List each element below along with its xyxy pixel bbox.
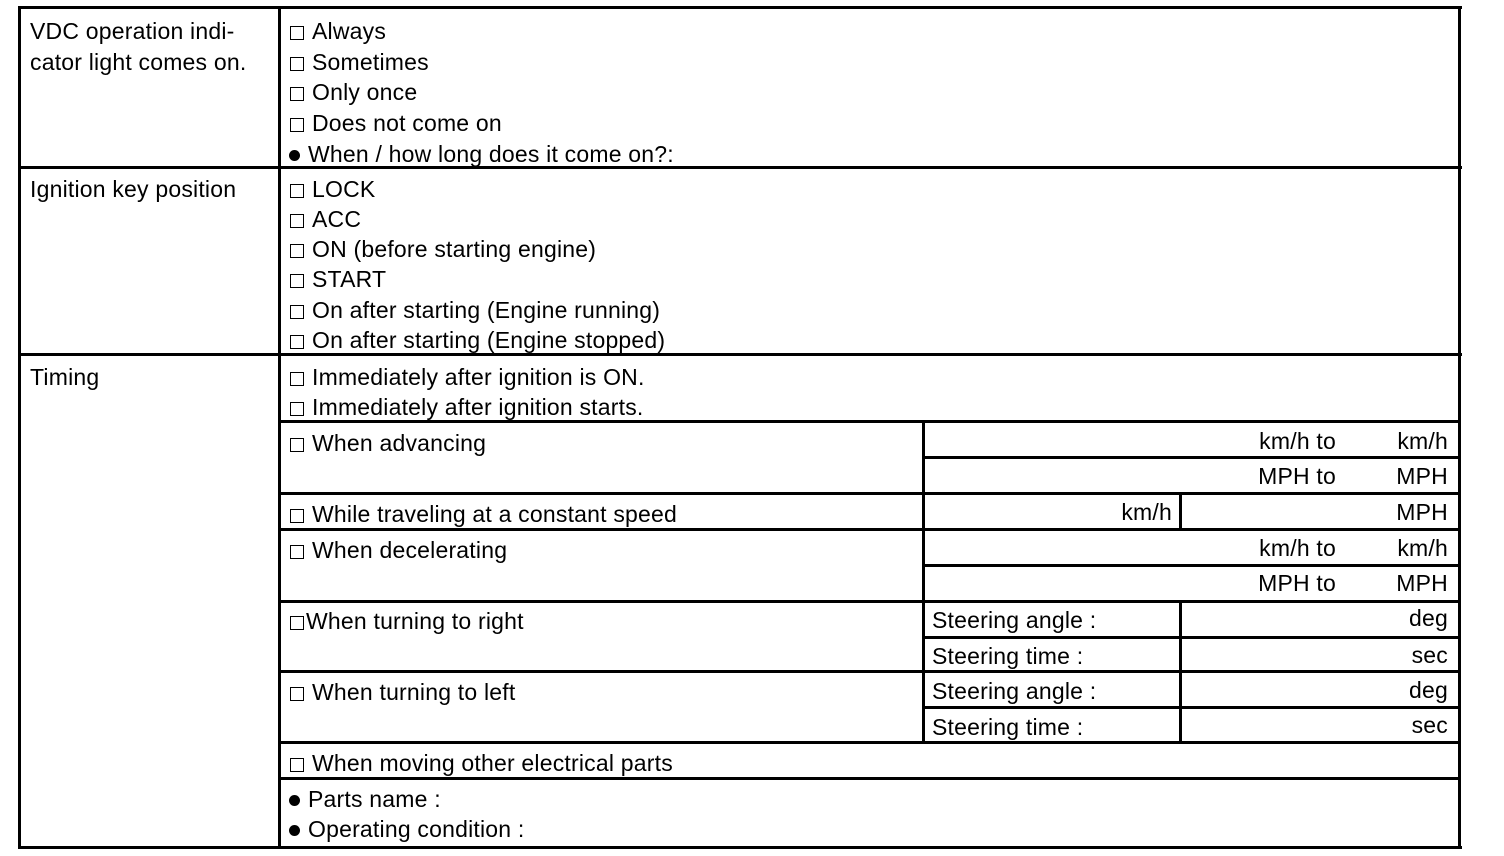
timing-option-electrical-parts[interactable] (290, 750, 673, 776)
operating-condition-label: Operating condition : (308, 816, 525, 842)
row-divider-advancing-mid (922, 456, 1460, 459)
vdc-light-label-line-1: VDC operation indi- (30, 18, 235, 44)
constant-mph-unit: MPH (1396, 499, 1448, 525)
option-label: When advancing (312, 430, 487, 456)
row-divider-decelerating-mid (922, 564, 1460, 567)
checkbox-icon[interactable] (290, 545, 304, 559)
checkbox-icon[interactable] (290, 402, 304, 416)
option-label: ACC (312, 206, 362, 232)
timing-option-constant-speed[interactable] (290, 501, 677, 527)
steering-divider (1179, 600, 1182, 743)
bullet-icon (289, 825, 300, 836)
decelerating-mph-to-unit: MPH to (1258, 570, 1336, 596)
checkbox-icon[interactable] (290, 687, 304, 701)
turn-right-time-label: Steering time : (932, 643, 1084, 669)
row-divider-parts (278, 777, 1460, 780)
row-divider-turn-right-mid (922, 636, 1460, 639)
option-label: Sometimes (312, 49, 429, 75)
checkbox-icon[interactable] (290, 305, 304, 319)
checkbox-icon[interactable] (290, 438, 304, 452)
vdc-duration-question (287, 141, 674, 167)
option-label: On after starting (Engine running) (312, 297, 661, 323)
vdc-option-sometimes[interactable] (290, 49, 429, 75)
turn-left-angle-label: Steering angle : (932, 678, 1097, 704)
section-divider-1 (18, 166, 1462, 169)
timing-option-turning-left[interactable] (290, 679, 515, 705)
timing-option-turning-right[interactable] (290, 608, 524, 634)
checkbox-icon[interactable] (290, 616, 304, 630)
checkbox-icon[interactable] (290, 372, 304, 386)
turn-left-time-unit: sec (1411, 712, 1448, 738)
vdc-option-only-once[interactable] (290, 79, 417, 105)
ignition-label: Ignition key position (30, 176, 237, 202)
decelerating-mph-unit: MPH (1396, 570, 1448, 596)
checkbox-icon[interactable] (290, 509, 304, 523)
turn-right-angle-unit: deg (1409, 605, 1448, 631)
border-right (1458, 6, 1461, 849)
option-label: On after starting (Engine stopped) (312, 327, 666, 353)
checkbox-icon[interactable] (290, 758, 304, 772)
timing-option-decelerating[interactable] (290, 537, 507, 563)
ignition-option-start[interactable] (290, 266, 386, 292)
checkbox-icon[interactable] (290, 244, 304, 258)
question-label: When / how long does it come on?: (308, 141, 674, 167)
parts-name-label: Parts name : (308, 786, 441, 812)
advancing-kmh-unit: km/h (1397, 428, 1448, 454)
section-divider-2 (18, 353, 1462, 356)
row-divider-turn-left-mid (922, 706, 1460, 709)
option-label: Immediately after ignition starts. (312, 394, 644, 420)
label-column-divider (278, 6, 281, 849)
ignition-option-engine-stopped[interactable] (290, 327, 665, 353)
option-label: Immediately after ignition is ON. (312, 364, 645, 390)
turn-right-angle-label: Steering angle : (932, 607, 1097, 633)
ignition-option-lock[interactable] (290, 176, 375, 202)
option-label: Does not come on (312, 110, 502, 136)
advancing-mph-to-unit: MPH to (1258, 463, 1336, 489)
option-label: While traveling at a constant speed (312, 501, 677, 527)
row-divider-turn-left (278, 670, 1460, 673)
option-label: ON (before starting engine) (312, 236, 597, 262)
option-label: When turning to left (312, 679, 516, 705)
row-divider-constant (278, 492, 1460, 495)
ignition-option-engine-running[interactable] (290, 297, 660, 323)
parts-name-field (287, 786, 441, 812)
row-divider-electrical (278, 741, 1460, 744)
turn-right-time-unit: sec (1411, 642, 1448, 668)
advancing-mph-unit: MPH (1396, 463, 1448, 489)
bullet-icon (289, 795, 300, 806)
checkbox-icon[interactable] (290, 26, 304, 40)
timing-label: Timing (30, 364, 100, 390)
option-label: When moving other electrical parts (312, 750, 673, 776)
checkbox-icon[interactable] (290, 335, 304, 349)
checkbox-icon[interactable] (290, 57, 304, 71)
checkbox-icon[interactable] (290, 118, 304, 132)
decelerating-kmh-to-unit: km/h to (1259, 535, 1336, 561)
ignition-option-acc[interactable] (290, 206, 361, 232)
border-bottom (18, 846, 1462, 849)
option-label: When decelerating (312, 537, 508, 563)
timing-option-advancing[interactable] (290, 430, 486, 456)
decelerating-kmh-unit: km/h (1397, 535, 1448, 561)
ignition-option-on[interactable] (290, 236, 596, 262)
advancing-kmh-to-unit: km/h to (1259, 428, 1336, 454)
row-divider-turn-right (278, 600, 1460, 603)
vdc-option-does-not-come-on[interactable] (290, 110, 502, 136)
vdc-option-always[interactable] (290, 18, 386, 44)
checkbox-icon[interactable] (290, 87, 304, 101)
option-label: Only once (312, 79, 418, 105)
constant-speed-divider (1179, 492, 1182, 531)
value-column-divider (922, 420, 925, 743)
row-divider-decelerating (278, 528, 1460, 531)
timing-option-after-ignition-starts[interactable] (290, 394, 643, 420)
row-divider-advancing (278, 420, 1460, 423)
border-top (18, 6, 1462, 9)
checkbox-icon[interactable] (290, 184, 304, 198)
operating-condition-field (287, 816, 524, 842)
border-left (18, 6, 21, 849)
checkbox-icon[interactable] (290, 214, 304, 228)
vdc-light-label-line-2: cator light comes on. (30, 49, 247, 75)
option-label: Always (312, 18, 387, 44)
option-label: When turning to right (306, 608, 524, 634)
timing-option-after-ignition-on[interactable] (290, 364, 645, 390)
turn-left-angle-unit: deg (1409, 677, 1448, 703)
bullet-icon (289, 150, 300, 161)
constant-kmh-unit: km/h (1121, 499, 1172, 525)
turn-left-time-label: Steering time : (932, 714, 1084, 740)
option-label: START (312, 266, 387, 292)
checkbox-icon[interactable] (290, 274, 304, 288)
option-label: LOCK (312, 176, 376, 202)
